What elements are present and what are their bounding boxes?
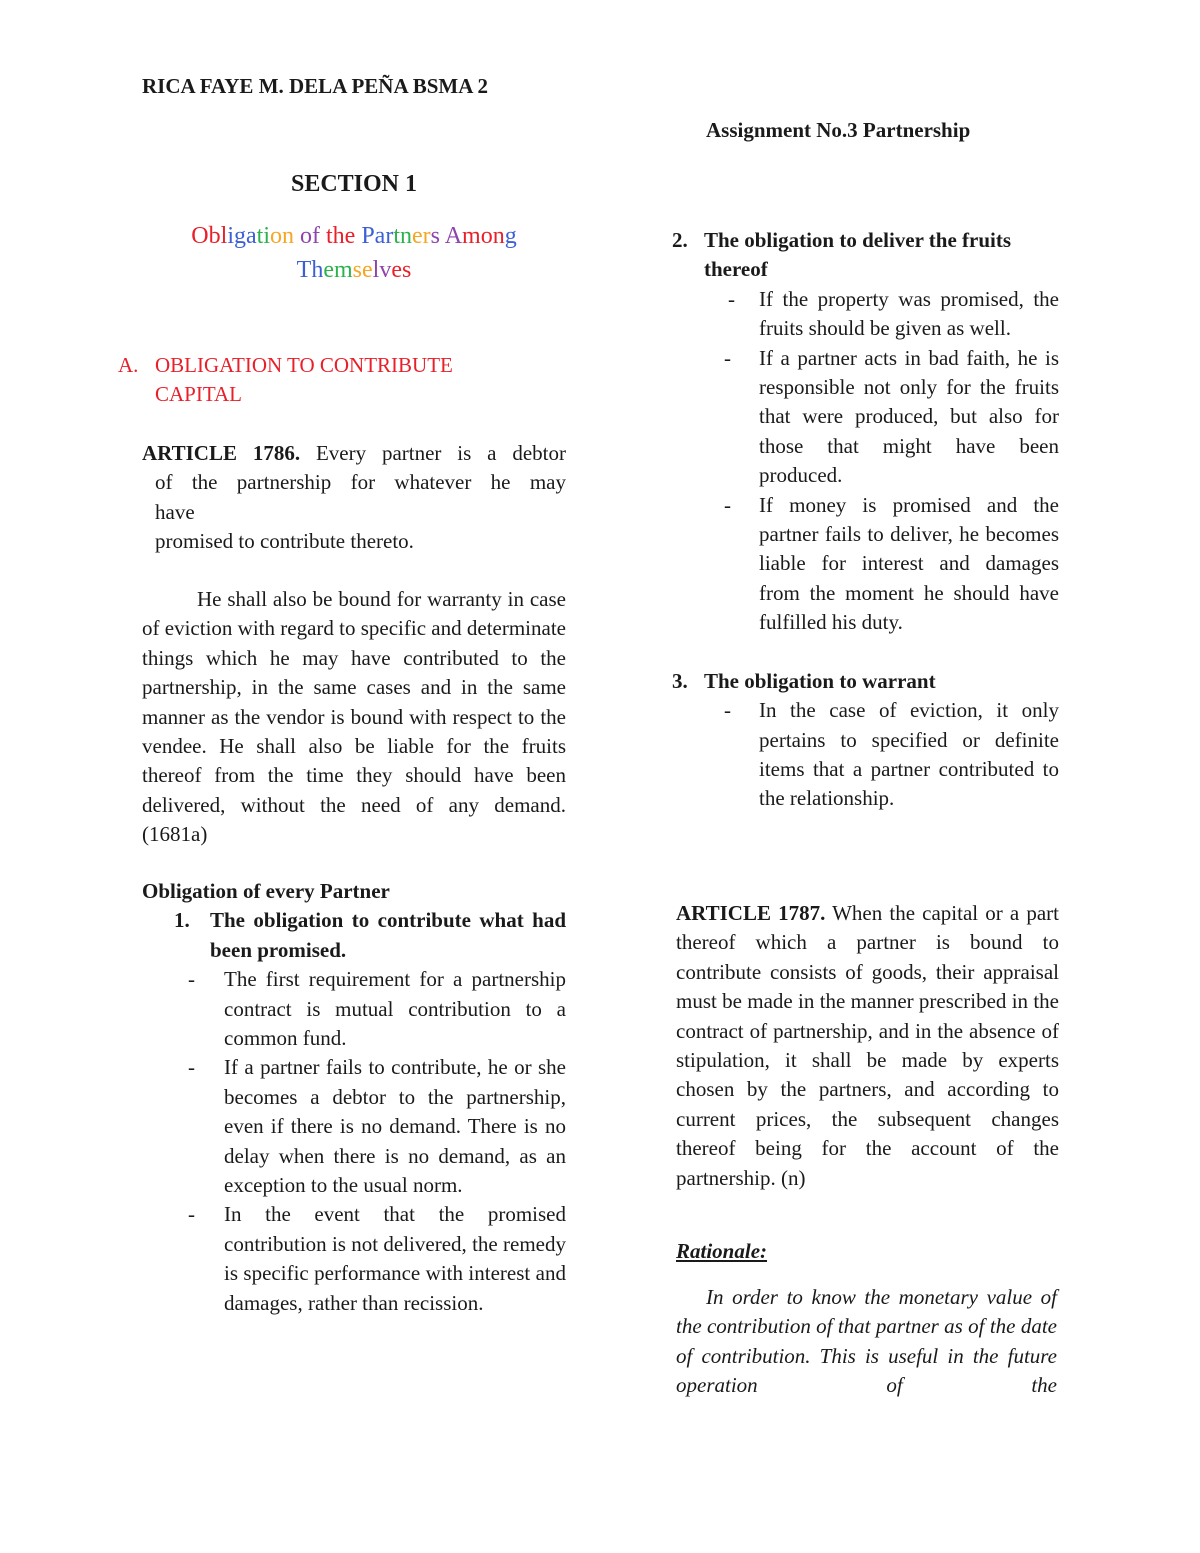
- article-1787: [676, 899, 1059, 1193]
- bullet-item: [672, 285, 1059, 344]
- subtitle-word: Obligation: [191, 223, 294, 249]
- bullet-item: [672, 696, 1059, 814]
- article-1786: [142, 439, 566, 557]
- article-1786-line-3: have: [155, 499, 195, 524]
- obligation-item-title: The obligation to warrant: [704, 668, 936, 693]
- subtitle-word: Partners: [361, 223, 440, 249]
- assignment-title: Assignment No.3 Partnership: [706, 118, 971, 142]
- author-line: RICA FAYE M. DELA PEÑA BSMA 2: [142, 74, 488, 98]
- subtitle-line-1: [142, 219, 566, 253]
- rationale-heading: Rationale:: [676, 1239, 768, 1263]
- heading-line-1: OBLIGATION TO CONTRIBUTE: [155, 353, 453, 377]
- bullet-item: [672, 344, 1059, 491]
- heading-marker: A.: [118, 353, 139, 377]
- item-number: 1.: [174, 908, 190, 933]
- obligation-item-2: [672, 226, 1059, 285]
- dash-marker: -: [188, 1055, 195, 1080]
- section-subtitle: [142, 219, 566, 287]
- obligations-continued: [672, 226, 1059, 814]
- article-1786-paragraph-2: He shall also be bound for warranty in case of eviction with regard to specific and determinate things which he may have contributed to the partnership, in the same cases and in the same manner as the vendor is bound with respect to the vendee. He shall also be liable for the fruits thereof from the time they should have been delivered, without the need of any demand. (1681a): [142, 587, 566, 847]
- dash-marker: -: [728, 286, 735, 311]
- bullet-item: [142, 1200, 566, 1318]
- dash-marker: -: [724, 345, 731, 370]
- bullet-text: The first requirement for a partnership contract is mutual contribution to a common fund.: [224, 967, 566, 1051]
- heading-line-2: CAPITAL: [155, 382, 242, 407]
- subtitle-word: the: [325, 223, 356, 249]
- article-1786-line-1: [142, 439, 566, 468]
- subtitle-word: of: [299, 223, 320, 249]
- dash-marker: -: [724, 698, 731, 723]
- bullet-text: If a partner fails to contribute, he or she becomes a debtor to the partnership, even if there is no demand. There is no delay when there is no demand, as an exception to the usual norm.: [224, 1055, 566, 1198]
- article-1786-line-1-text: Every partner is a debtor: [300, 441, 566, 465]
- article-1787-label: ARTICLE 1787.: [676, 901, 826, 925]
- subtitle-line-2: [142, 253, 566, 287]
- bullet-text: In the event that the promised contribution is not delivered, the remedy is specific performance with interest and damages, rather than recission.: [224, 1202, 566, 1315]
- article-1787-text: When the capital or a part thereof which a partner is bound to contribute consists of goods, their appraisal must be made in the manner prescribed in the contract of partnership, and in the absence of stipulation, it shall be made by experts chosen by the partners, and according to current prices, the subsequent changes thereof being for the account of the partnership. (n): [676, 901, 1059, 1190]
- item-number: 2.: [672, 228, 688, 252]
- subtitle-word: Among: [444, 223, 517, 249]
- dash-marker: -: [188, 967, 195, 992]
- obligations-section: [142, 877, 566, 1318]
- bullet-text: If a partner acts in bad faith, he is responsible not only for the fruits that were produced, but also for those that might have been produced.: [759, 345, 1059, 488]
- bullet-item: [142, 1053, 566, 1200]
- bullet-item: [672, 491, 1059, 638]
- bullet-item: [142, 965, 566, 1053]
- heading-obligation-to-contribute: [118, 351, 538, 410]
- section-title: SECTION 1: [290, 171, 418, 197]
- subtitle-word: Themselves: [296, 257, 412, 283]
- obligation-item-title: The obligation to deliver the fruits thereof: [704, 228, 1012, 282]
- bullet-text: If the property was promised, the fruits should be given as well.: [759, 286, 1059, 341]
- obligations-heading: Obligation of every Partner: [142, 879, 390, 903]
- article-1786-label: ARTICLE 1786.: [142, 441, 301, 465]
- bullet-text: If money is promised and the partner fails to deliver, he becomes liable for interest and damages from the moment he should have fulfilled his duty.: [759, 492, 1059, 635]
- item-number: 3.: [672, 668, 688, 693]
- article-1786-line-4: promised to contribute thereto.: [155, 529, 414, 554]
- dash-marker: -: [724, 492, 731, 517]
- obligation-item-title: The obligation to contribute what had been promised.: [210, 908, 566, 962]
- article-1786-line-2: of the partnership for whatever he may: [155, 470, 566, 495]
- obligation-item-3: [672, 667, 1059, 696]
- dash-marker: -: [188, 1202, 195, 1227]
- obligation-item-1: [142, 906, 566, 965]
- bullet-text: In the case of eviction, it only pertains to specified or definite items that a partner contributed to the relationship.: [759, 698, 1059, 811]
- rationale-text: In order to know the monetary value of the contribution of that partner as of the date of contribution. This is useful in the future operation of the: [676, 1285, 1057, 1398]
